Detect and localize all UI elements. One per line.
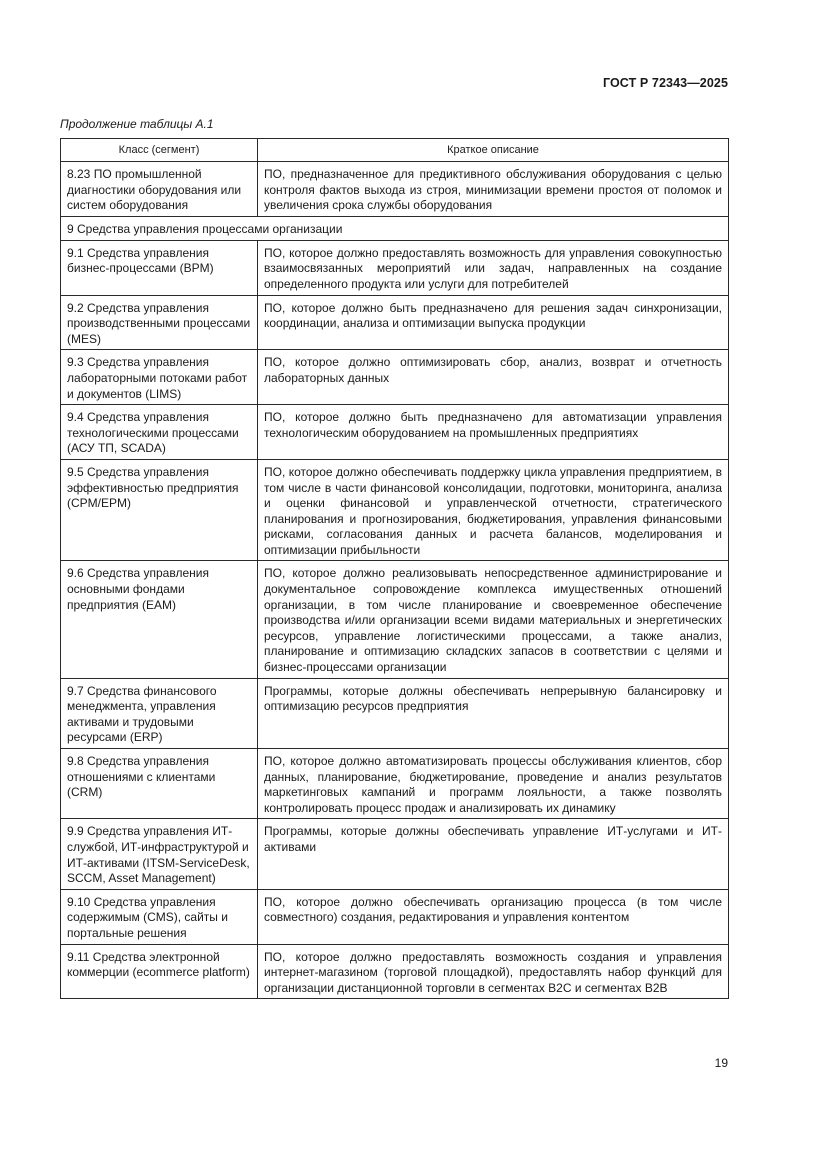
- class-cell: 9.2 Средства управления производственными процессами (MES): [61, 295, 258, 350]
- description-cell: ПО, которое должно обеспечивать поддержку цикла управления предприятием, в том числе в части финансовой консолидации, подготовки, мониторинга, анализа и оценки финансовой и управленческой отчетности, стратегического планирования и прогнозирования, бюджетирования, управления финансовыми рисками, согласования данных и расчета балансов, моделирования и оптимизации прибыльности: [258, 459, 729, 561]
- description-cell: Программы, которые должны обеспечивать управление ИТ-услугами и ИТ-активами: [258, 819, 729, 889]
- table-row: [61, 350, 729, 405]
- class-cell: 9.8 Средства управления отношениями с клиентами (CRM): [61, 749, 258, 819]
- class-cell: 9.5 Средства управления эффективностью предприятия (CPM/EPM): [61, 459, 258, 561]
- description-cell: ПО, которое должно обеспечивать организацию процесса (в том числе совместного) создания, редактирования и управления контентом: [258, 889, 729, 944]
- table-row: [61, 459, 729, 561]
- section-row: [61, 216, 729, 240]
- column-header-class: Класс (сегмент): [61, 139, 258, 162]
- classification-table: [60, 138, 729, 999]
- description-cell: ПО, которое должно быть предназначено для решения задач синхронизации, координации, анализа и оптимизации выпуска продукции: [258, 295, 729, 350]
- description-cell: ПО, предназначенное для предиктивного обслуживания оборудования с целью контроля фактов выхода из строя, минимизации времени простоя от поломок и увеличения срока службы оборудования: [258, 162, 729, 217]
- class-cell: 9.4 Средства управления технологическими процессами (АСУ ТП, SCADA): [61, 405, 258, 460]
- class-cell: 9.1 Средства управления бизнес-процессами (BPM): [61, 240, 258, 295]
- page-number: 19: [714, 1056, 728, 1070]
- table-row: [61, 240, 729, 295]
- table-row: [61, 749, 729, 819]
- description-cell: ПО, которое должно автоматизировать процессы обслуживания клиентов, сбор данных, планирование, бюджетирование, проведение и анализ результатов маркетинговых кампаний и программ лояльности, а также позволять контролировать процесс продаж и анализировать их динамику: [258, 749, 729, 819]
- table-row: [61, 162, 729, 217]
- table-row: [61, 295, 729, 350]
- description-cell: ПО, которое должно оптимизировать сбор, анализ, возврат и отчетность лабораторных данных: [258, 350, 729, 405]
- table-caption: Продолжение таблицы А.1: [60, 117, 214, 131]
- class-cell: 9.10 Средства управления содержимым (CMS), сайты и портальные решения: [61, 889, 258, 944]
- table-row: [61, 944, 729, 999]
- class-cell: 9.6 Средства управления основными фондами предприятия (EAM): [61, 561, 258, 678]
- description-cell: ПО, которое должно реализовывать непосредственное администрирование и документальное сопровождение комплекса имущественных отношений организации, в том числе планирование и своевременное обеспечение производства и/или организации всеми видами материальных и энергетических ресурсов, управление логистическими процессами, а также анализ, планирование и оптимизацию складских запасов в соответствии с целями и бизнес-процессами организации: [258, 561, 729, 678]
- section-heading: 9 Средства управления процессами организации: [61, 216, 729, 240]
- table-row: [61, 678, 729, 748]
- class-cell: 8.23 ПО промышленной диагностики оборудования или систем оборудования: [61, 162, 258, 217]
- class-cell: 9.3 Средства управления лабораторными потоками работ и документов (LIMS): [61, 350, 258, 405]
- description-cell: ПО, которое должно быть предназначено для автоматизации управления технологическим оборудованием на промышленных предприятиях: [258, 405, 729, 460]
- description-cell: ПО, которое должно предоставлять возможность для управления совокупностью взаимосвязанных мероприятий или задач, направленных на создание определенного продукта или услуги для потребителей: [258, 240, 729, 295]
- class-cell: 9.11 Средства электронной коммерции (ecommerce platform): [61, 944, 258, 999]
- table-row: [61, 889, 729, 944]
- description-cell: Программы, которые должны обеспечивать непрерывную балансировку и оптимизацию ресурсов предприятия: [258, 678, 729, 748]
- standard-code: ГОСТ Р 72343—2025: [602, 76, 728, 90]
- column-header-description: Краткое описание: [258, 139, 729, 162]
- class-cell: 9.9 Средства управления ИТ-службой, ИТ-инфраструктурой и ИТ-активами (ITSM-ServiceDesk, SCCM, Asset Management): [61, 819, 258, 889]
- table-row: [61, 405, 729, 460]
- description-cell: ПО, которое должно предоставлять возможность создания и управления интернет-магазином (торговой площадкой), предоставлять набор функций для организации дистанционной торговли в сегментах B2C и сегментах B2B: [258, 944, 729, 999]
- table-row: [61, 819, 729, 889]
- class-cell: 9.7 Средства финансового менеджмента, управления активами и трудовыми ресурсами (ERP): [61, 678, 258, 748]
- table-header-row: [61, 139, 729, 162]
- table-row: [61, 561, 729, 678]
